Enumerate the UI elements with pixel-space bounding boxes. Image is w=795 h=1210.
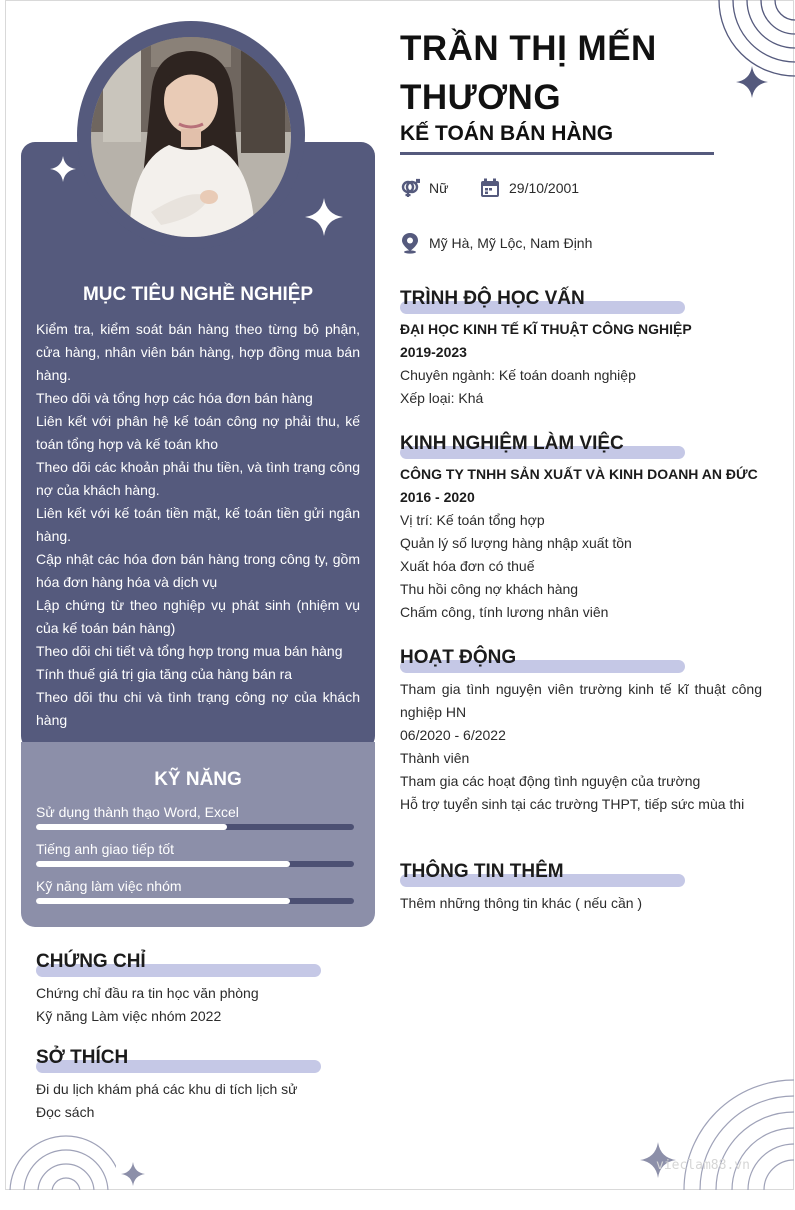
certificates-title: CHỨNG CHỈ <box>36 951 146 972</box>
objective-list <box>36 318 360 732</box>
list-item: Hỗ trợ tuyển sinh tại các trường THPT, tiếp sức mùa thi <box>400 796 745 812</box>
activities-title: HOẠT ĐỘNG <box>400 647 517 668</box>
extra-info-title: THÔNG TIN THÊM <box>400 861 564 882</box>
hobbies-list <box>36 1078 356 1124</box>
sparkle-icon <box>121 1162 145 1186</box>
education-heading <box>400 288 585 310</box>
list-item: Kiểm tra, kiểm soát bán hàng theo từng bộ phận, cửa hàng, nhân viên bán hàng, hợp đồng mua bán hàng. <box>36 321 360 383</box>
objective-heading: MỤC TIÊU NGHỀ NGHIỆP <box>82 284 314 305</box>
skill-progress-fill <box>36 898 290 904</box>
activities-heading <box>400 647 516 669</box>
birthday-info <box>480 178 579 198</box>
avatar <box>91 37 291 237</box>
certificates-heading <box>36 951 146 973</box>
skill-progress-track <box>36 898 354 904</box>
arc-decoration-bottom-left <box>6 1130 116 1190</box>
activity-period: 06/2020 - 6/2022 <box>400 727 506 743</box>
list-item: Theo dõi và tổng hợp các hóa đơn bán hàng <box>36 390 313 406</box>
list-item: Theo dõi thu chi và tình trạng công nợ của khách hàng <box>36 689 360 728</box>
list-item: Liên kết với kế toán tiền mặt, kế toán tiền gửi ngân hàng. <box>36 505 360 544</box>
skill-item <box>36 840 354 867</box>
list-item: Theo dõi chi tiết và tổng hợp trong mua bán hàng <box>36 643 343 659</box>
watermark: vieclam88.vn <box>656 1158 750 1173</box>
list-item: Chứng chỉ đầu ra tin học văn phòng <box>36 985 259 1001</box>
list-item: Đi du lịch khám phá các khu di tích lịch sử <box>36 1081 298 1097</box>
skill-label: Tiếng anh giao tiếp tốt <box>36 841 175 857</box>
skills-heading: KỸ NĂNG <box>154 769 242 790</box>
extra-info-text: Thêm những thông tin khác ( nếu cần ) <box>400 895 643 911</box>
list-item: Tham gia các hoạt động tình nguyện của trường <box>400 773 701 789</box>
hobbies-title: SỞ THÍCH <box>36 1047 129 1068</box>
list-item: Theo dõi các khoản phải thu tiền, và tình trạng công nợ của khách hàng. <box>36 459 360 498</box>
skill-progress-fill <box>36 861 290 867</box>
gender-icon <box>400 178 420 198</box>
extra-info-heading <box>400 861 564 883</box>
job-title: KẾ TOÁN BÁN HÀNG <box>400 122 614 145</box>
list-item: Tính thuế giá trị gia tăng của hàng bán ra <box>36 666 293 682</box>
gender-info <box>400 178 448 198</box>
school-name: ĐẠI HỌC KINH TẾ KĨ THUẬT CÔNG NGHIỆP <box>400 321 692 337</box>
skill-item <box>36 803 354 830</box>
full-name: TRẦN THỊ MẾN THƯƠNG <box>400 29 657 117</box>
list-item: Lập chứng từ theo nghiệp vụ phát sinh (nhiệm vụ của kế toán bán hàng) <box>36 597 360 636</box>
list-item: Xuất hóa đơn có thuế <box>400 558 535 574</box>
education-list <box>400 318 770 410</box>
extra-info-list <box>400 892 760 915</box>
hobbies-heading <box>36 1047 128 1069</box>
experience-period: 2016 - 2020 <box>400 489 475 505</box>
sparkle-icon <box>305 198 343 236</box>
list-item: Thu hồi công nợ khách hàng <box>400 581 579 597</box>
list-item: Cập nhật các hóa đơn bán hàng trong công ty, gồm hóa đơn hàng hóa và dịch vụ <box>36 551 360 590</box>
birthday-value: 29/10/2001 <box>509 180 580 196</box>
header-divider <box>400 152 714 155</box>
education-grade: Xếp loại: Khá <box>400 390 484 406</box>
certificates-list <box>36 982 356 1028</box>
education-major: Chuyên ngành: Kế toán doanh nghiệp <box>400 367 636 383</box>
experience-list <box>400 463 780 624</box>
gender-value: Nữ <box>429 180 449 196</box>
sparkle-icon <box>50 156 76 182</box>
list-item: Quản lý số lượng hàng nhập xuất tồn <box>400 535 632 551</box>
skill-progress-track <box>36 861 354 867</box>
list-item: Kỹ năng Làm việc nhóm 2022 <box>36 1008 222 1024</box>
activities-list <box>400 678 762 816</box>
experience-heading <box>400 433 624 455</box>
company-name: CÔNG TY TNHH SẢN XUẤT VÀ KINH DOANH AN ĐỨC <box>400 466 758 482</box>
calendar-icon <box>480 178 500 198</box>
activity-role: Thành viên <box>400 750 470 766</box>
experience-role: Vị trí: Kế toán tổng hợp <box>400 512 545 528</box>
list-item: Liên kết với phân hệ kế toán công nợ phải thu, kế toán tổng hợp và kế toán kho <box>36 413 360 452</box>
education-period: 2019-2023 <box>400 344 467 360</box>
skill-progress-track <box>36 824 354 830</box>
address-value: Mỹ Hà, Mỹ Lộc, Nam Định <box>429 235 593 251</box>
experience-title: KINH NGHIỆM LÀM VIỆC <box>400 433 624 454</box>
activity-name: Tham gia tình nguyện viên trường kinh tế kĩ thuật công nghiệp HN <box>400 681 762 720</box>
skill-label: Kỹ năng làm việc nhóm <box>36 878 182 894</box>
list-item: Đọc sách <box>36 1104 95 1120</box>
skill-item <box>36 877 354 904</box>
skill-label: Sử dụng thành thạo Word, Excel <box>36 804 239 820</box>
address-info <box>400 232 592 254</box>
list-item: Chấm công, tính lương nhân viên <box>400 604 609 620</box>
education-title: TRÌNH ĐỘ HỌC VẤN <box>400 288 585 309</box>
location-pin-icon <box>400 232 420 254</box>
skill-progress-fill <box>36 824 227 830</box>
